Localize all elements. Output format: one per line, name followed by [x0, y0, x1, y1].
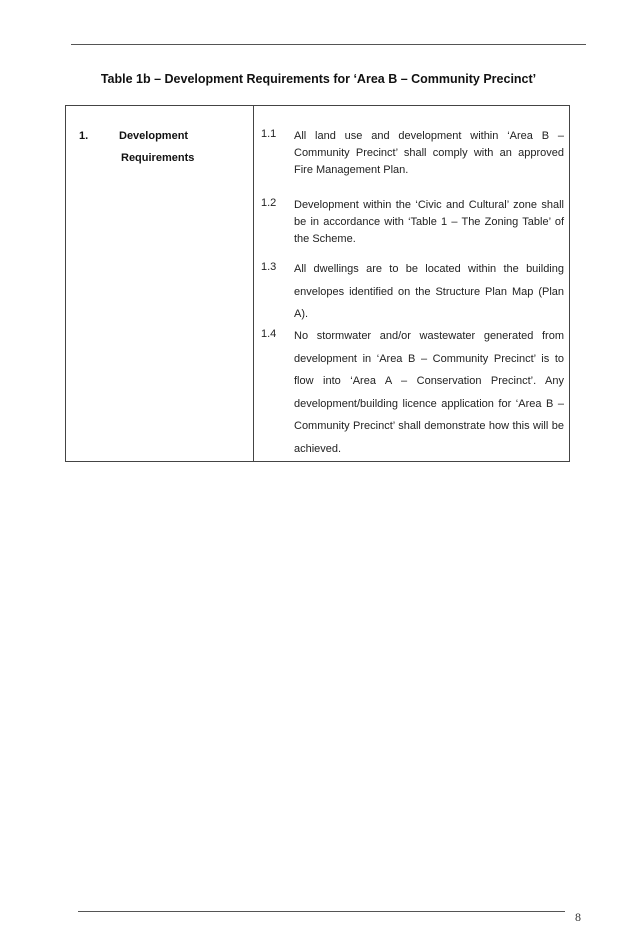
item-number: 1.4 — [261, 328, 277, 340]
item-text: All dwellings are to be located within the building envelopes identified on the Structure Plan Map (Plan A). — [294, 263, 564, 320]
section-number: 1. — [79, 130, 89, 142]
item-number: 1.1 — [261, 128, 277, 140]
section-title-line2: Requirements — [121, 152, 195, 164]
table-title: Table 1b – Development Requirements for ‘Area B – Community Precinct’ — [100, 72, 537, 86]
item-number: 1.2 — [261, 197, 277, 209]
item-number: 1.3 — [261, 261, 277, 273]
section-title-line1: Development — [119, 130, 189, 142]
page-number: 8 — [575, 910, 581, 924]
item-text: All land use and development within ‘Area B – Community Precinct’ shall comply with an approved Fire Management Plan. — [294, 130, 564, 176]
section-title — [119, 125, 219, 169]
footer-rule — [78, 911, 565, 912]
requirements-table — [65, 105, 570, 462]
column-divider — [253, 106, 254, 461]
item-text: Development within the ‘Civic and Cultural’ zone shall be in accordance with ‘Table 1 – The Zoning Table’ of the Scheme. — [294, 199, 564, 245]
item-text: No stormwater and/or wastewater generated from development in ‘Area B – Community Precinct’ is to flow into ‘Area A – Conservation Precinct’. Any development/building licence application for ‘Area B – Community Precinct’ shall demonstrate how this will be achieved. — [294, 330, 564, 455]
header-rule — [71, 44, 586, 45]
